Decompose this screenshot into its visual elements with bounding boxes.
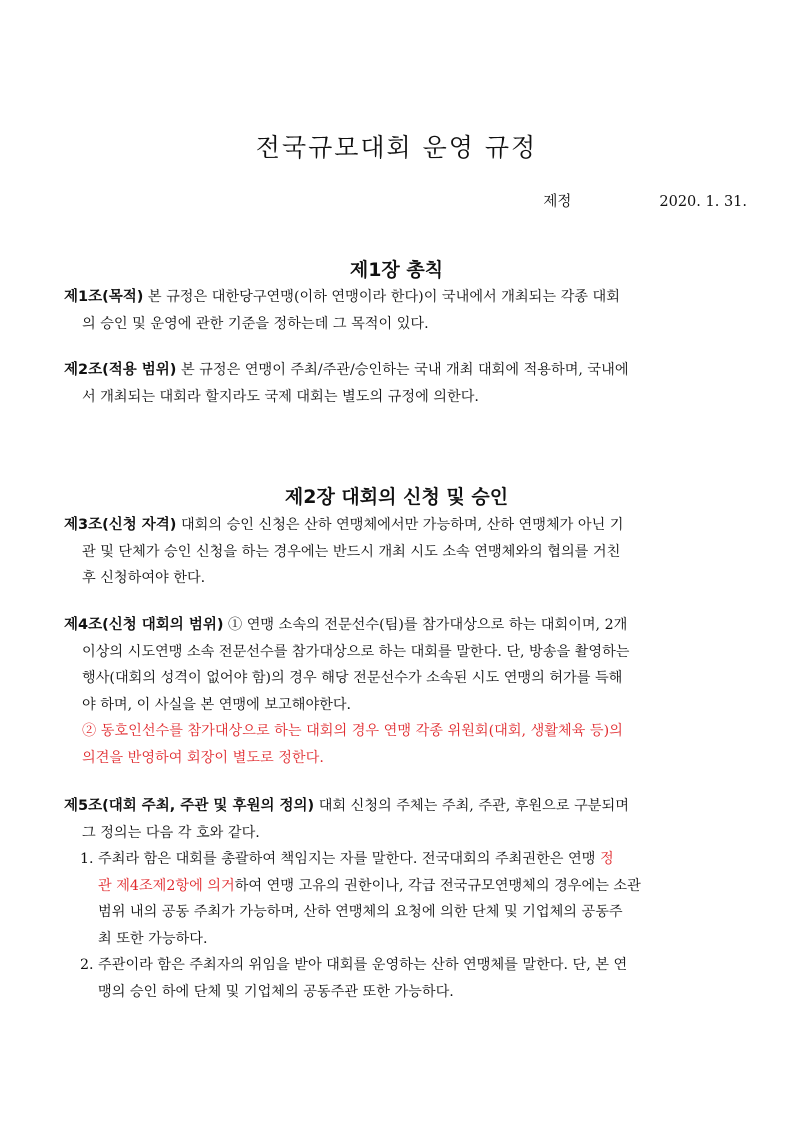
article-1-text-1: 본 규정은 대한당구연맹(이하 연맹이라 한다)이 국내에서 개최되는 각종 대회	[143, 289, 620, 305]
article-4-text-5: ② 동호인선수를 참가대상으로 하는 대회의 경우 연맹 각종 위원회(대회, 생활체육 등)의	[82, 723, 623, 739]
article-2	[64, 357, 748, 410]
document-title: 전국규모대회 운영 규정	[255, 133, 538, 162]
article-5-item-2-line-1: 2. 주관이라 함은 주최자의 위임을 받아 대회를 운영하는 산하 연맹체를 말한다. 단, 본 연	[80, 957, 628, 973]
chapter-2-title: 제2장 대회의 신청 및 승인	[284, 486, 509, 508]
article-5-item-1-line-1	[64, 846, 748, 873]
article-4-text-3: 행사(대회의 성격이 없어야 함)의 경우 해당 전문선수가 소속된 시도 연맹의 허가를 득해	[82, 670, 623, 686]
article-4-text-4: 야 하며, 이 사실을 본 연맹에 보고해야한다.	[82, 696, 352, 713]
article-5-item-2-line-2: 맹의 승인 하에 단체 및 기업체의 공동주관 또한 가능하다.	[98, 983, 454, 1000]
chapter-1-title: 제1장 총칙	[349, 259, 444, 281]
article-4-heading: 제4조(신청 대회의 범위)	[64, 617, 224, 633]
article-3-text-1: 대회의 승인 신청은 산하 연맹체에서만 가능하며, 산하 연맹체가 아닌 기	[176, 517, 624, 533]
article-5-text-1: 대회 신청의 주체는 주최, 주관, 후원으로 구분되며	[314, 798, 629, 814]
article-5-item-1-line-4: 최 또한 가능하다.	[98, 930, 208, 947]
item-1-highlight-2: 관 제4조제2항에 의거	[98, 877, 235, 894]
article-2-text-2: 서 개최되는 대회라 할지라도 국제 대회는 별도의 규정에 의한다.	[82, 388, 479, 405]
item-1-highlight: 정	[599, 851, 614, 867]
item-1-text-2: 하여 연맹 고유의 권한이나, 각급 전국규모연맹체의 경우에는 소관	[234, 877, 641, 894]
article-3-heading: 제3조(신청 자격)	[64, 517, 177, 533]
article-3	[64, 512, 748, 592]
article-5-item-1-line-2	[64, 873, 748, 900]
article-4-text-1: ① 연맹 소속의 전문선수(팀)를 참가대상으로 하는 대회이며, 2개	[223, 617, 628, 633]
article-1	[64, 284, 748, 337]
article-1-heading: 제1조(목적)	[64, 289, 144, 305]
enactment-label: 제정	[543, 194, 572, 210]
article-4	[64, 612, 748, 771]
article-3-text-2: 관 및 단체가 승인 신청을 하는 경우에는 반드시 개최 시도 소속 연맹체와의 협의를 거친	[82, 543, 621, 560]
enactment-date: 2020. 1. 31.	[659, 194, 747, 210]
item-1-text: 1. 주최라 함은 대회를 총괄하여 책임지는 자를 말한다. 전국대회의 주최권한은 연맹	[80, 851, 600, 867]
article-5-item-1-line-3: 범위 내의 공동 주최가 가능하며, 산하 연맹체의 요청에 의한 단체 및 기업체의 공동주	[98, 904, 623, 920]
article-5	[64, 793, 748, 1005]
article-5-heading: 제5조(대회 주최, 주관 및 후원의 정의)	[64, 798, 315, 814]
article-2-text-1: 본 규정은 연맹이 주최/주관/승인하는 국내 개최 대회에 적용하며, 국내에	[176, 362, 629, 378]
article-4-text-2: 이상의 시도연맹 소속 전문선수를 참가대상으로 하는 대회를 말한다. 단, 방송을 촬영하는	[82, 643, 630, 660]
enactment-info	[543, 190, 747, 211]
article-2-heading: 제2조(적용 범위)	[64, 362, 177, 378]
article-3-text-3: 후 신청하여야 한다.	[82, 570, 206, 586]
article-1-text-2: 의 승인 및 운영에 관한 기준을 정하는데 그 목적이 있다.	[82, 315, 429, 332]
article-5-text-2: 그 정의는 다음 각 호와 같다.	[82, 824, 260, 841]
article-4-text-6: 의견을 반영하여 회장이 별도로 정한다.	[82, 749, 324, 766]
